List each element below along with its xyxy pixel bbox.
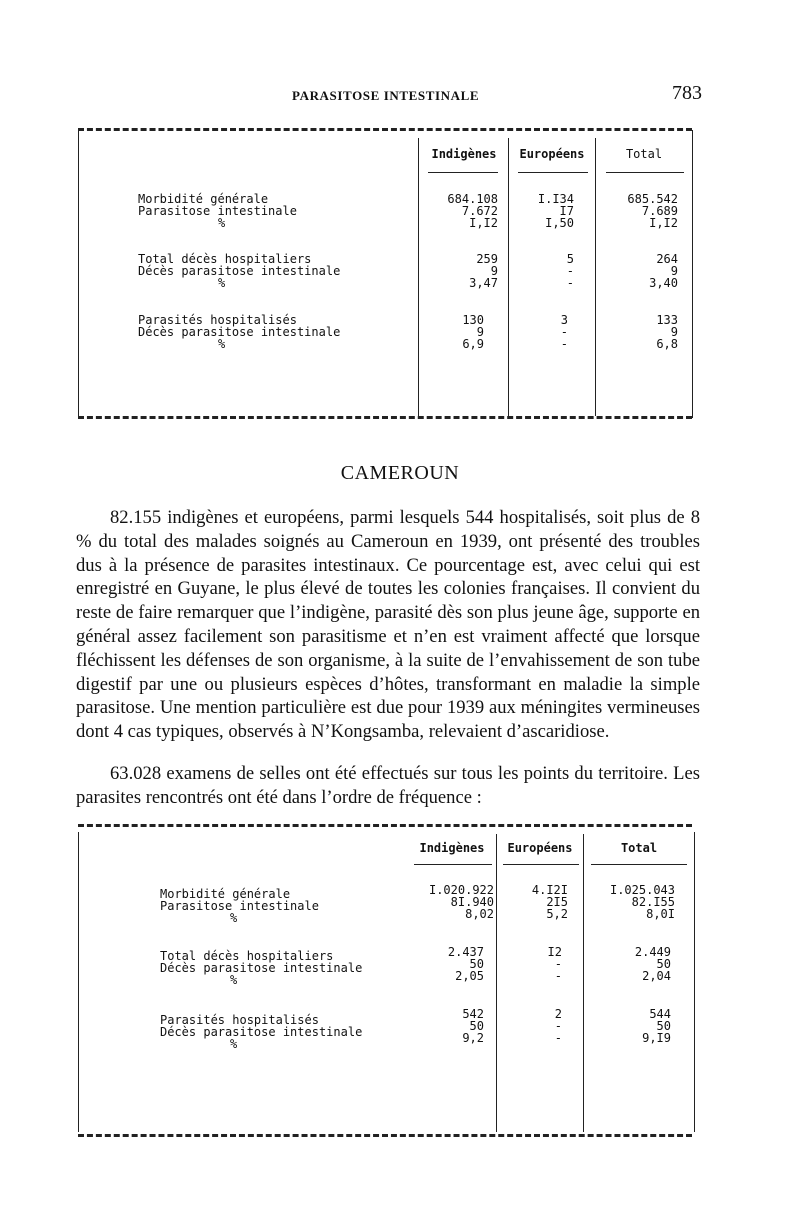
cell-indigenes: 8I.940: [450, 895, 494, 909]
cell-indigenes: 130: [462, 313, 484, 327]
row-label: Décès parasitose intestinale: [160, 1025, 363, 1039]
row-label: Morbidité générale: [160, 887, 291, 901]
column-header-indigenes: Indigènes: [431, 147, 497, 161]
cell-europeens: I2: [547, 945, 562, 959]
row-label: Parasités hospitalisés: [160, 1013, 319, 1027]
table-border-bottom: [78, 1134, 692, 1137]
table-border-top: [78, 824, 692, 827]
cell-europeens: 2I5: [546, 895, 568, 909]
cell-total: 2.449: [634, 945, 671, 959]
cell-total: 264: [656, 252, 678, 266]
table-left-rule: [78, 832, 79, 1132]
row-label: %: [230, 973, 238, 987]
cell-total: I.025.043: [609, 883, 675, 897]
cell-europeens: -: [560, 337, 568, 351]
row-label: %: [218, 337, 226, 351]
statistics-table-1: [78, 128, 692, 420]
cell-indigenes: 6,9: [462, 337, 484, 351]
cell-europeens: I.I34: [537, 192, 574, 206]
row-label: Parasitose intestinale: [160, 899, 319, 913]
cell-europeens: 2: [554, 1007, 562, 1021]
cell-total: 2,04: [642, 969, 671, 983]
header-underline: [503, 864, 579, 865]
cell-europeens: I7: [559, 204, 574, 218]
cell-total: 9: [670, 264, 678, 278]
cell-total: 8,0I: [646, 907, 675, 921]
row-label: Total décès hospitaliers: [160, 949, 334, 963]
cell-total: 544: [649, 1007, 671, 1021]
row-label: %: [218, 216, 226, 230]
cell-europeens: -: [560, 325, 568, 339]
page-header: [0, 82, 800, 110]
table-border-bottom: [78, 416, 692, 419]
column-header-europeens: Européens: [507, 841, 573, 855]
row-label: %: [218, 276, 226, 290]
running-title: PARASITOSE INTESTINALE: [292, 88, 480, 103]
cell-europeens: 5: [566, 252, 574, 266]
row-label: Parasités hospitalisés: [138, 313, 297, 327]
row-label: %: [230, 1037, 238, 1051]
cell-total: I,I2: [649, 216, 678, 230]
cell-indigenes: 2.437: [447, 945, 484, 959]
cell-indigenes: 9: [490, 264, 498, 278]
cell-total: 3,40: [649, 276, 678, 290]
cell-europeens: -: [566, 264, 574, 278]
paragraph-text: 82.155 indigènes et européens, parmi lesquels 544 hospitalisés, soit plus de 8 % du total des malades soignés au Cameroun en 1939, ont présenté des troubles dus à la présence de parasites intestinaux. Ce pourcentage est, avec celui qui est enregistré en Guyane, le plus élevé de toutes les colonies françaises. Il convient du reste de faire remarquer que l’indigène, parasité dès son plus jeune âge, supporte en général assez facilement son parasitisme et n’en est vraiment affecté que lorsque fléchissent les défenses de son organisme, à la suite de l’envahissement de son tube digestif par une ou plusieurs espèces d’hôtes, transformant en maladie la simple parasitose. Une mention particulière est due pour 1939 aux méningites vermineuses dont 4 cas typiques, observés à N’Kongsamba, relevaient d’ascaridiose.: [76, 507, 700, 743]
statistics-table-2: [78, 824, 692, 1138]
cell-indigenes: 7.672: [461, 204, 498, 218]
cell-indigenes: I,I2: [469, 216, 498, 230]
table-column-rule: [496, 834, 497, 1132]
cell-total: 82.I55: [631, 895, 675, 909]
cell-indigenes: 9,2: [462, 1031, 484, 1045]
cell-europeens: 3: [560, 313, 568, 327]
row-label: Décès parasitose intestinale: [138, 264, 341, 278]
cell-indigenes: 3,47: [469, 276, 498, 290]
column-header-total: Total: [620, 841, 658, 855]
header-underline: [518, 172, 588, 173]
cell-europeens: 5,2: [546, 907, 568, 921]
row-label: Morbidité générale: [138, 192, 269, 206]
cell-indigenes: 684.108: [447, 192, 498, 206]
cell-total: 685.542: [627, 192, 678, 206]
table-right-rule: [694, 832, 695, 1132]
cell-europeens: -: [566, 276, 574, 290]
header-underline: [606, 172, 684, 173]
page-number: 783: [672, 82, 702, 104]
cell-indigenes: 259: [476, 252, 498, 266]
cell-indigenes: 9: [476, 325, 484, 339]
cell-indigenes: 8,02: [465, 907, 494, 921]
column-header-total: Total: [625, 147, 663, 161]
cell-total: 9: [670, 325, 678, 339]
header-underline: [428, 172, 498, 173]
cell-indigenes: 50: [469, 957, 484, 971]
cell-europeens: -: [554, 1019, 562, 1033]
row-label: Total décès hospitaliers: [138, 252, 312, 266]
cell-indigenes: 2,05: [455, 969, 484, 983]
table-border-top: [78, 128, 692, 131]
cell-indigenes: 542: [462, 1007, 484, 1021]
column-header-europeens: Européens: [519, 147, 585, 161]
cell-total: 6,8: [656, 337, 678, 351]
paragraph-text: 63.028 examens de selles ont été effectués sur tous les points du territoire. Les parasites rencontrés ont été dans l’ordre de fréquence :: [76, 763, 700, 808]
cell-total: 50: [656, 1019, 671, 1033]
column-header-indigenes: Indigènes: [419, 841, 485, 855]
header-underline: [591, 864, 687, 865]
body-paragraph-2: [76, 762, 700, 810]
cell-total: 50: [656, 957, 671, 971]
cell-europeens: -: [554, 969, 562, 983]
cell-indigenes: 50: [469, 1019, 484, 1033]
cell-europeens: -: [554, 1031, 562, 1045]
row-label: Décès parasitose intestinale: [160, 961, 363, 975]
row-label: %: [230, 911, 238, 925]
cell-total: 7.689: [641, 204, 678, 218]
row-label: Décès parasitose intestinale: [138, 325, 341, 339]
section-title: CAMEROUN: [340, 462, 460, 484]
cell-europeens: 4.I2I: [531, 883, 568, 897]
header-underline: [414, 864, 492, 865]
row-label: Parasitose intestinale: [138, 204, 297, 218]
table-right-rule: [692, 130, 693, 418]
body-paragraph-1: [76, 506, 700, 744]
cell-total: 133: [656, 313, 678, 327]
cell-europeens: -: [554, 957, 562, 971]
cell-europeens: I,50: [545, 216, 574, 230]
cell-total: 9,I9: [642, 1031, 671, 1045]
table-left-rule: [78, 130, 79, 418]
cell-indigenes: I.020.922: [428, 883, 494, 897]
table-column-rule: [583, 834, 584, 1132]
